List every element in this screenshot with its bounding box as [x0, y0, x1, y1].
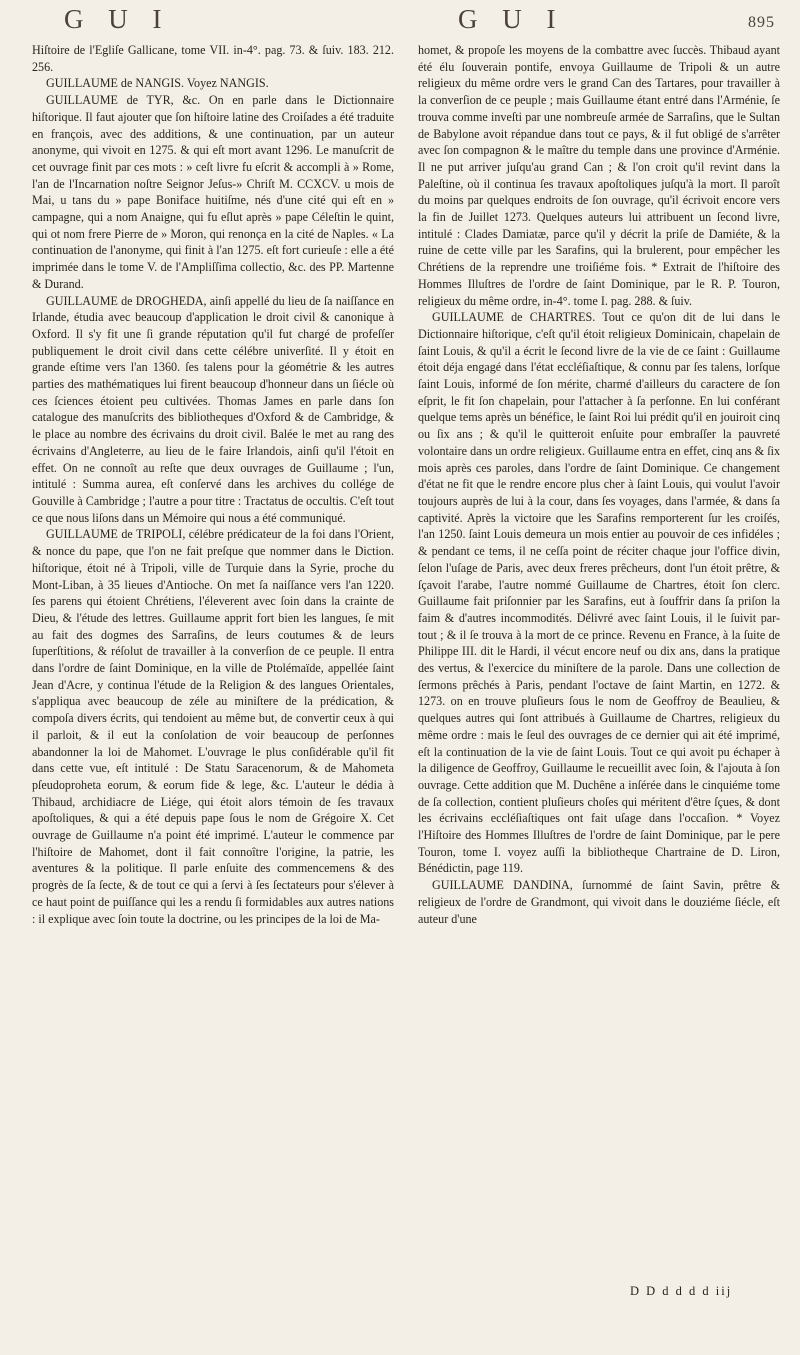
signature-mark: D D d d d d iij — [630, 1284, 733, 1298]
entry-guillaume-dandina: GUILLAUME DANDINA, ſurnommé de ſaint Savin, prêtre & religieux de l'ordre de Grandmont, qui vivoit dans le douziéme ſiécle, eſt auteur d'une — [418, 878, 780, 926]
right-column — [418, 42, 780, 927]
running-head-right: G U I — [458, 4, 565, 34]
paragraph-continued: Hiſtoire de l'Egliſe Gallicane, tome VII. in-4°. pag. 73. & ſuiv. 183. 212. 256. — [32, 43, 394, 74]
entry-guillaume-de-chartres: GUILLAUME de CHARTRES. Tout ce qu'on dit de lui dans le Dictionnaire hiſtorique, c'eſt qu'il étoit religieux Dominicain, chapelain de ſaint Louis, & qu'il a écrit le ſecond livre de la vie de ce ſaint : Guillaume étoit déja engagé dans l'état eccléſiaſtique, & connu par ſes talens, lorſque ſaint Louis, informé de ſon mérite, charmé d'ailleurs du caractere de ſon eſprit, le fit ſon chapelain, pour l'attacher à ſa perſonne. En lui conférant quelque tems après un bénéfice, le ſaint Roi lui prédit qu'il en jouiroit cinq ou ſix ans ; & qu'il le quitteroit enſuite pour embraſſer la pauvreté volontaire dans un ordre religieux. Guillaume entra en effet, cinq ans & ſix mois après ces paroles, dans l'ordre de ſaint Dominique. Ce changement d'état ne fit que le rendre encore plus cher à ſaint Louis, qui voulut l'avoir toujours auprès de lui à la cour, dans ſes voyages, dans l'armée, & dans ſa captivité. Après la victoire que les Sarafins remporterent ſur les croiſés, l'an 1250. ſaint Louis demeura un mois entier au pouvoir de ces infidéles ; & pendant ce tems, il ne ceſſa point de réciter chaque jour l'office divin, ſelon l'uſage de Paris, avec deux freres prêcheurs, dont l'un étoit prêtre, & ſçavoit l'arabe, l'autre nommé Guillaume de Chartres, étoit ſon clerc. Guillaume fait priſonnier par les Sarafins, eut à ſouffrir dans ſa priſon la faim & d'autres incommodités. Délivré avec ſaint Louis, il le ſuivit par-tout ; & il ſe trouva à la mort de ce prince. Revenu en France, à la ſuite de Philippe III. dit le Hardi, il vécut encore neuf ou dix ans, dans la pratique des vertus, & l'exercice du miniſtere de la parole. Dans une collection de ſermons prêchés à Paris, pendant l'octave de ſaint Martin, en 1272. & 1273. on en trouve pluſieurs ſous le nom de Geoffroy de Beaulieu, & quelques autres qui ſont attribués à Guillaume de Chartres, religieux du même ordre : mais le ſeul des ouvrages de ce dernier qui ait été imprimé, eſt la continuation de la vie de ſaint Louis. Tout ce qui avoit pu échaper à la diligence de Geoffroy, Guillaume le recueillit avec ſoin, & l'ajouta à ſon ouvrage. Cette addition que M. Duchêne a inſérée dans le cinquiéme tome de ſa collection, contient pluſieurs choſes qui méritent d'être ſçues, & dont les écrivains eccléſiaſtiques ont fait uſage dans l'occaſion. * Voyez l'Hiſtoire des Hommes Illuſtres de l'ordre de ſaint Dominique, par le pere Touron, tome I. voyez auſſi la bibliotheque Chartraine de D. Liron, Bénédictin, page 119. — [418, 310, 780, 876]
paragraph-continued: homet, & propoſe les moyens de la combattre avec ſuccès. Thibaud ayant été élu ſouverain pontife, envoya Guillaume de Tripoli & un autre religieux du même ordre vers le grand Can des Tartares, pour travailler à la converſion de ce peuple ; mais Guillaume étant entré dans l'Arménie, ſe trouva comme inveſti par une nombreuſe armée de Sarraſins, que le Sultan de Babylone avoit répandue dans tout ce pays, & il fut obligé de s'arrêter avec ſon compagnon & le maître du temple dans une province d'Arménie. Il ne put arriver juſqu'au grand Can ; & l'on croit qu'il revint dans la Paleſtine, où il continua ſes travaux apoſtoliques juſqu'à la mort. Il paroît du moins par quelques endroits de ſon ouvrage, qu'il écrivoit encore vers la fin de Juillet 1273. Quelques auteurs lui attribuent un ſecond livre, intitulé : Clades Damiatæ, parce qu'il y décrit la priſe de Damiéte, & la ruine de cette ville par les Sarafins, qui la brulerent, pour empêcher les Chrétiens de la reprendre une troiſiéme fois. * Extrait de l'hiſtoire des Hommes Illuſtres de l'ordre de ſaint Dominique, par le R. P. Touron, religieux du même ordre, in-4°. tome I. pag. 288. & ſuiv. — [418, 43, 780, 308]
entry-guillaume-de-drogheda: GUILLAUME de DROGHEDA, ainſi appellé du lieu de ſa naiſſance en Irlande, étudia avec beaucoup d'application le droit civil & canonique à Oxford. Il s'y fit une ſi grande réputation qu'il fut chargé de profeſſer publiquement le droit civil dans cette célébre univerſité. Il y étoit en grande eſtime vers l'an 1360. ſes talens pour la géométrie & les autres parties des mathématiques lui firent beaucoup d'honneur dans un ſiécle où ces ſciences étoient peu cultivées. Thomas James en parle dans ſon catalogue des manuſcrits des bibliotheques d'Oxford & de Cambridge, & le place au nombre des écrivains du droit civil. Balée le met au rang des écrivains d'Angleterre, au lieu de le faire Irlandois, ainſi qu'il l'étoit en effet. On ne connoît au reſte que deux ouvrages de Guillaume ; l'un, intitulé : Summa aurea, eſt conſervé dans les archives du collége de Gouville à Cambridge ; l'autre a pour titre : Tractatus de occultis. C'eſt tout ce que nous liſons dans un Mémoire qui nous a été communiqué. — [32, 293, 394, 525]
entry-guillaume-de-nangis: GUILLAUME de NANGIS. Voyez NANGIS. — [46, 76, 269, 91]
running-head-left: G U I — [64, 4, 171, 34]
left-column — [32, 42, 394, 927]
entry-guillaume-de-tripoli: GUILLAUME de TRIPOLI, célébre prédicateur de la foi dans l'Orient, & nonce du pape, que l'on ne fait preſque que nommer dans le Diction. hiſtorique, étoit né à Tripoli, ville de Turquie dans la Syrie, proche du Mont-Liban, à 35 lieues d'Antioche. On met ſa naiſſance vers l'an 1220. ſes parens qui étoient Chrétiens, l'éleverent avec ſoin dans la crainte de Dieu, & l'étude des lettres. Guillaume apprit fort bien les langues, ſe mit au fait des dogmes des Sarraſins, de leurs coutumes & de leurs ſuperſtitions, & réſolut de travailler à la converſion de ce peuple. Il entra dans l'ordre de ſaint Dominique, en la ville de Ptolémaïde, appellée ſaint Jean d'Acre, y continua l'étude de la Religion & des langues Orientales, s'appliqua avec beaucoup de zéle au miniſtere de la prédication, & compoſa divers écrits, qui tendoient au même but, de convertir ceux à qui il parloit, & il eut la conſolation de voir beaucoup de perſonnes abandonner la loi de Mahomet. L'ouvrage le plus conſidérable qu'il fit dans cette vue, eſt intitulé : De Statu Saracenorum, & de Mahometa pſeudoproheta eorum, & eorum fide & lege, &c. L'auteur le dédia à Thibaud, archidiacre de Liége, qui étoit alors témoin de ſes travaux apoſtoliques, & qui a été depuis pape ſous le nom de Grégoire X. Cet ouvrage de Guillaume n'a point été imprimé. L'auteur le commence par l'hiſtoire de Mahomet, dont il fait connoître l'origine, la patrie, les aventures & la politique. Il parle enſuite des commencemens & des progrès de ſa ſecte, & de tout ce qui a ſervi à ſes ſectateurs pour s'élever à ce haut point de puiſſance qui les a rendu ſi formidables aux autres nations : il explique avec ſoin toute la doctrine, ou les principes de la loi de Ma- — [32, 527, 394, 926]
entry-guillaume-de-tyr: GUILLAUME de TYR, &c. On en parle dans le Dictionnaire hiſtorique. Il faut ajouter que ſon hiſtoire latine des Croiſades a été traduite en françois, avec des additions, & une continuation, par un auteur anonyme, qui vivoit en 1275. & qui eſt mort avant 1296. Le manuſcrit de cet ouvrage finit par ces mots : » ceſt livre fu eſcrit & accompli à » Rome, l'an de l'Incarnation noſtre Seignor Jeſus-» Chriſt M. CCXCV. u mois de Mai, u tans du » pape Boniface huitiſme, nés d'une cité qui eſt en » campagne, qui a nom Anaigne, qui fu eſlut après » pape Céleſtin le quint, qui ot nom frere Pierre de » Moron, qui renonça en la cité de Naples. « La continuation de l'anonyme, qui finit à l'an 1275. eſt fort curieuſe : elle a été imprimée dans le tome V. de l'Ampliſſima collectio, &c. des PP. Martenne & Durand. — [32, 93, 394, 291]
running-head — [0, 4, 800, 40]
text-columns — [32, 42, 780, 927]
page-number: 895 — [748, 14, 775, 31]
